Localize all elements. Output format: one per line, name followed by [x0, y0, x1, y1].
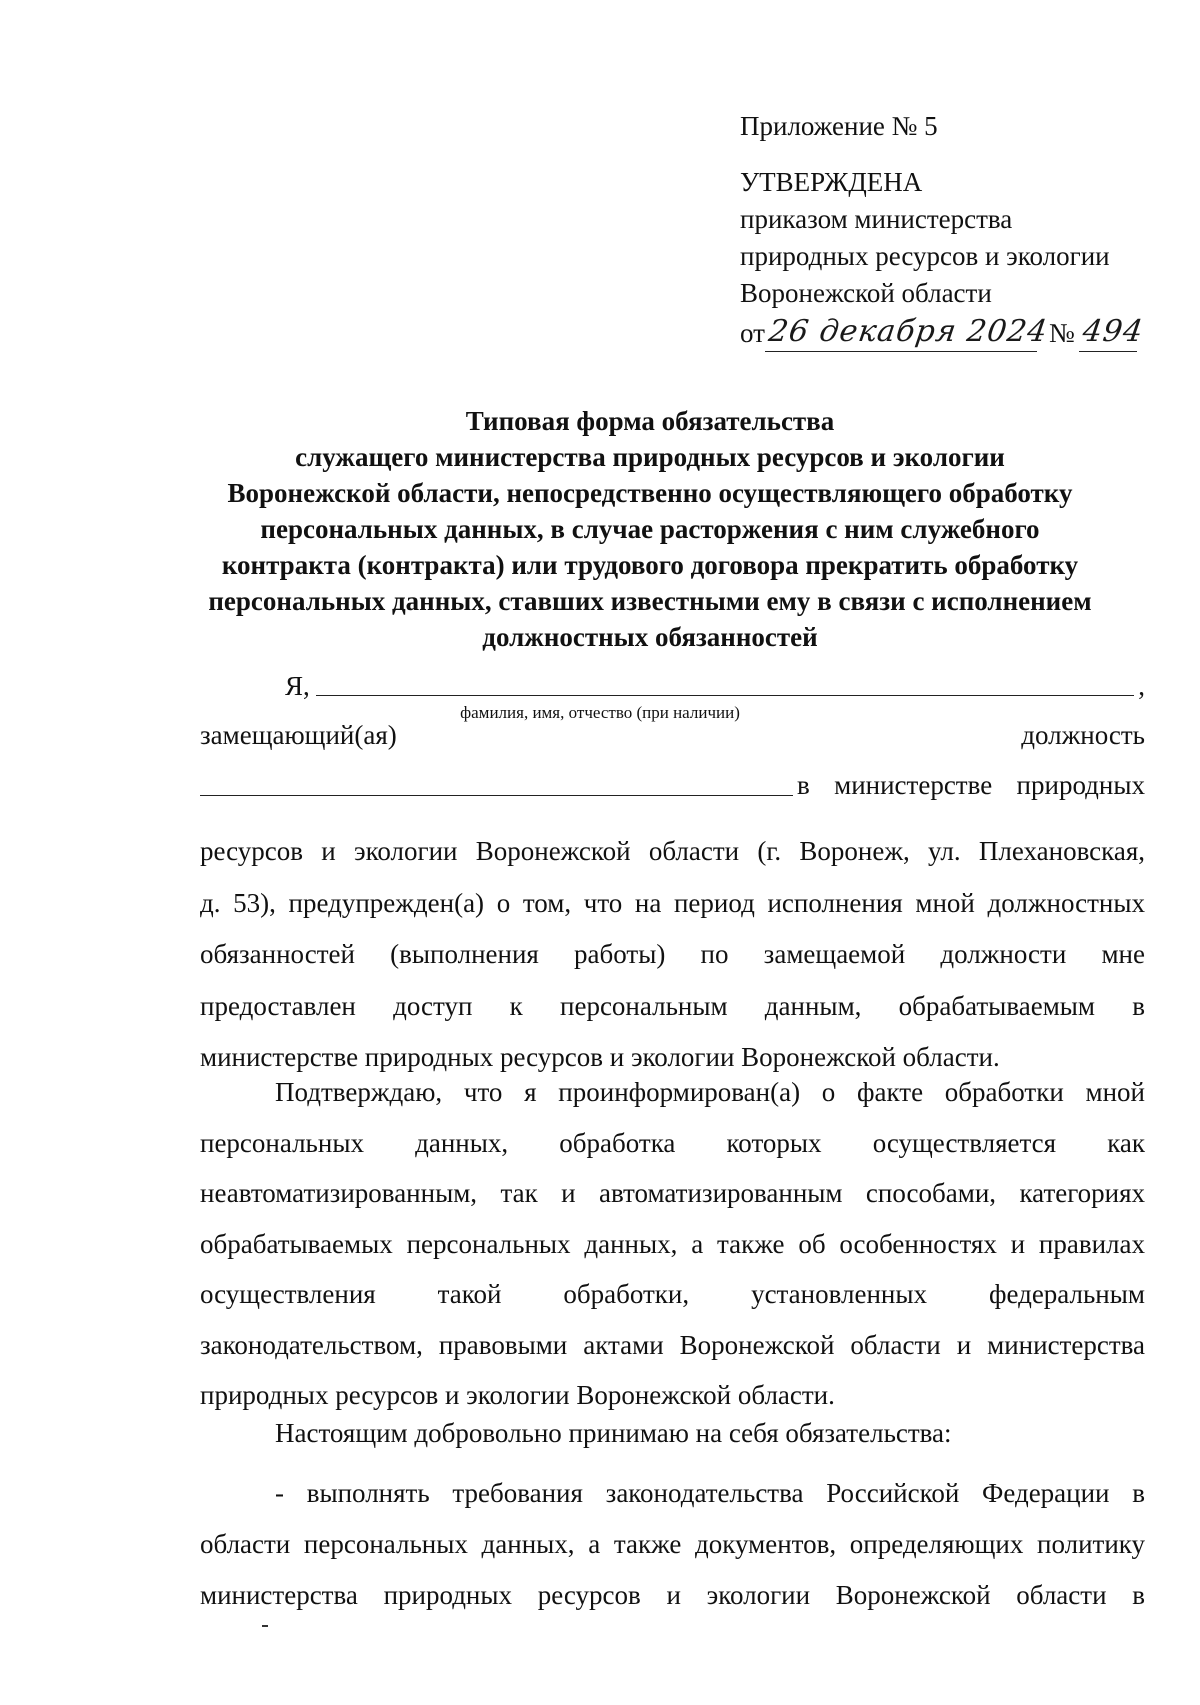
paragraph-line: законодательством, правовыми актами Воронежской области и министерства	[200, 1329, 1145, 1360]
approval-line-3: Воронежской области	[740, 278, 992, 308]
paragraph-line: области персональных данных, а также документов, определяющих политику	[200, 1529, 1145, 1559]
title-line: контракта (контракта) или трудового договора прекратить обработку	[221, 550, 1079, 580]
order-number-handwritten: 494	[1080, 314, 1146, 349]
number-label: №	[1048, 318, 1075, 348]
approval-line-2: природных ресурсов и экологии	[740, 241, 1110, 271]
approval-line-1: приказом министерства	[740, 204, 1013, 234]
holding-row	[200, 720, 1145, 751]
approval-heading: УТВЕРЖДЕНА	[740, 167, 923, 197]
paragraph-line: предоставлен доступ к персональным данным, обрабатываемым в	[200, 990, 1145, 1021]
paragraph-line: обязанностей (выполнения работы) по замещаемой должности мне	[200, 939, 1145, 969]
paragraph-1	[200, 826, 1145, 1084]
paragraph-line: персональных данных, обработка которых осуществляется как	[200, 1127, 1145, 1158]
title-line: Типовая форма обязательства	[465, 406, 835, 436]
fio-blank-line	[316, 694, 1134, 696]
paragraph-line: Подтверждаю, что я проинформирован(а) о факте обработки мной	[275, 1077, 1145, 1107]
fio-comma: ,	[1138, 671, 1145, 701]
paragraph-line: д. 53), предупрежден(а) о том, что на период исполнения мной должностных	[200, 887, 1145, 918]
paragraph-line: ресурсов и экологии Воронежской области (г. Воронеж, ул. Плехановская,	[200, 836, 1145, 866]
order-date-field	[765, 314, 1050, 352]
paragraph-2	[200, 1067, 1145, 1421]
paragraph-line: - выполнять требования законодательства Российской Федерации в	[275, 1478, 1145, 1508]
paragraph-line: министерстве природных ресурсов и экологии Воронежской области.	[200, 1042, 1000, 1072]
position-blank-line	[200, 795, 793, 796]
i-label: Я,	[285, 671, 310, 701]
holding-label: замещающий(ая)	[200, 720, 397, 750]
paragraph-4	[200, 1468, 1145, 1621]
appendix-number: Приложение № 5	[740, 111, 938, 141]
title-line: служащего министерства природных ресурсов и экологии	[295, 442, 1005, 472]
order-date-line	[740, 314, 1146, 352]
form-title	[200, 403, 1100, 655]
in-ministry-text: в министерстве природных	[797, 770, 1145, 800]
fio-row	[285, 666, 1145, 702]
paragraph-line: министерства природных ресурсов и экологии Воронежской области в	[200, 1580, 1145, 1610]
paragraph-3	[200, 1418, 1145, 1449]
title-line: персональных данных, ставших известными ему в связи с исполнением	[208, 586, 1092, 616]
paragraph-line: природных ресурсов и экологии Воронежской области.	[200, 1380, 835, 1410]
paragraph-line: осуществления такой обработки, установленных федеральным	[200, 1279, 1145, 1309]
fio-caption: фамилия, имя, отчество (при наличии)	[460, 703, 740, 722]
title-line: Воронежской области, непосредственно осуществляющего обработку	[227, 478, 1073, 508]
paragraph-line: Настоящим добровольно принимаю на себя обязательства:	[275, 1418, 952, 1448]
position-row	[200, 770, 1145, 801]
scan-artifact-mark	[262, 1625, 268, 1627]
order-date-handwritten: 26 декабря 2024	[766, 314, 1050, 349]
order-number-field	[1079, 314, 1146, 352]
from-label: от	[740, 318, 765, 348]
title-line: персональных данных, в случае расторжения с ним служебного	[260, 514, 1040, 544]
approval-block	[740, 108, 1146, 352]
position-label: должность	[1021, 720, 1145, 750]
paragraph-line: обрабатываемых персональных данных, а также об особенностях и правилах	[200, 1228, 1145, 1259]
paragraph-line: неавтоматизированным, так и автоматизированным способами, категориях	[200, 1178, 1145, 1208]
title-line: должностных обязанностей	[482, 622, 818, 652]
